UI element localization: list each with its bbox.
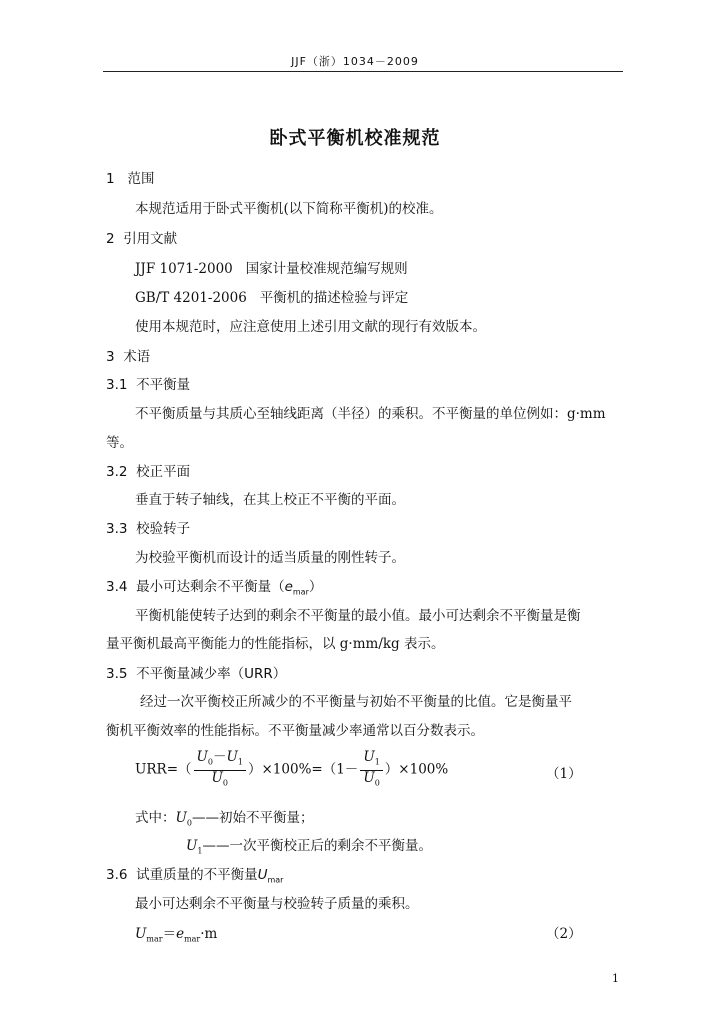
section-number: 3.2 xyxy=(106,464,128,480)
section-3-4-line-1: 平衡机能使转子达到的剩余不平衡量的最小值。最小可达剩余不平衡量是衡 xyxy=(135,608,581,624)
section-number: 2 xyxy=(106,231,115,247)
subscript: 1 xyxy=(237,757,243,767)
reference-note: 使用本规范时，应注意使用上述引用文献的现行有效版本。 xyxy=(135,319,486,335)
section-title: 最小可达剩余不平衡量（ xyxy=(136,579,285,595)
symbol-e: e xyxy=(176,926,185,942)
fraction-1 xyxy=(194,750,246,790)
formula-1 xyxy=(135,750,448,790)
formula-mid: ）×100%=（1－ xyxy=(248,761,359,778)
fraction-denominator xyxy=(360,771,382,791)
minus-sign: － xyxy=(213,749,227,765)
header-rule xyxy=(103,71,623,72)
section-title: 引用文献 xyxy=(123,231,178,247)
section-3-1-line-1: 不平衡质量与其质心至轴线距离（半径）的乘积。不平衡量的单位例如：g·mm xyxy=(135,406,606,422)
formula-end: ）×100% xyxy=(384,761,449,778)
section-3-1-heading xyxy=(106,373,190,393)
fraction-numerator xyxy=(194,750,246,771)
section-title: 试重质量的不平衡量 xyxy=(136,867,258,883)
symbol-u: U xyxy=(226,749,238,765)
fraction-2 xyxy=(360,750,382,790)
equation-number-1: （1） xyxy=(546,766,582,782)
header-code: JJF（浙）1034－2009 xyxy=(291,55,419,68)
section-3-2-heading xyxy=(106,460,190,480)
section-3-6-heading xyxy=(106,863,283,885)
symbol-u: U xyxy=(196,749,208,765)
reference-code: JJF 1071-2000 xyxy=(135,261,233,277)
symbol-u: U xyxy=(257,867,268,883)
section-3-6-text: 最小可达剩余不平衡量与校验转子质量的乘积。 xyxy=(135,896,419,912)
section-number: 3.1 xyxy=(106,377,128,393)
section-3-3-heading xyxy=(106,517,190,537)
subscript: 1 xyxy=(197,846,203,856)
symbol-subscript: mar xyxy=(267,875,284,885)
section-number: 3.4 xyxy=(106,579,128,595)
section-3-3-text: 为校验平衡机而设计的适当质量的刚性转子。 xyxy=(135,550,405,566)
formula-lhs: URR=（ xyxy=(135,761,192,778)
subscript: 0 xyxy=(374,778,380,788)
section-title: 不平衡量减少率（URR） xyxy=(136,666,287,682)
section-3-1-line-2: 等。 xyxy=(106,435,133,451)
subscript: mar xyxy=(184,934,201,944)
symbol-u: U xyxy=(211,769,223,786)
section-3-4-heading xyxy=(106,575,322,597)
fraction-denominator xyxy=(194,771,246,791)
section-1-heading xyxy=(106,167,154,187)
symbol-subscript: mar xyxy=(292,587,309,597)
section-3-5-heading xyxy=(106,662,286,682)
where-line-1 xyxy=(135,806,313,828)
section-title: 术语 xyxy=(123,349,151,365)
section-3-heading xyxy=(106,345,150,365)
reference-title: 国家计量校准规范编写规则 xyxy=(245,261,408,277)
section-title: 校正平面 xyxy=(136,464,191,480)
section-number: 1 xyxy=(106,171,115,187)
section-3-5-line-1: 经过一次平衡校正所减少的不平衡量与初始不平衡量的比值。它是衡量平 xyxy=(140,694,572,710)
subscript: mar xyxy=(146,934,163,944)
document-title: 卧式平衡机校准规范 xyxy=(269,128,441,149)
section-number: 3 xyxy=(106,349,115,365)
subscript: 0 xyxy=(207,757,214,767)
section-3-2-text: 垂直于转子轴线，在其上校正不平衡的平面。 xyxy=(135,492,405,508)
subscript: 0 xyxy=(186,818,192,828)
where-text: ——初始不平衡量； xyxy=(191,810,314,826)
equation-number-2: （2） xyxy=(546,926,582,942)
page-number: 1 xyxy=(612,972,619,985)
section-number: 3.5 xyxy=(106,666,128,682)
formula-2 xyxy=(135,922,217,944)
symbol-u: U xyxy=(175,810,187,826)
title-close: ） xyxy=(308,579,323,595)
symbol-u: U xyxy=(186,838,198,854)
section-1-text: 本规范适用于卧式平衡机(以下简称平衡机)的校准。 xyxy=(135,201,443,217)
section-title: 校验转子 xyxy=(136,521,191,537)
section-2-heading xyxy=(106,227,177,247)
section-title: 不平衡量 xyxy=(136,377,191,393)
symbol-u: U xyxy=(363,769,375,786)
formula-rest: ·m xyxy=(200,926,218,942)
reference-code: GB/T 4201-2006 xyxy=(135,290,247,306)
where-line-2 xyxy=(186,834,432,856)
section-number: 3.6 xyxy=(106,867,128,883)
equals-sign: ＝ xyxy=(162,926,177,942)
where-label: 式中： xyxy=(135,810,176,826)
section-3-4-line-2: 量平衡机最高平衡能力的性能指标，以 g·mm/kg 表示。 xyxy=(106,636,445,652)
fraction-numerator xyxy=(360,750,382,771)
section-number: 3.3 xyxy=(106,521,128,537)
subscript: 1 xyxy=(374,757,380,767)
reference-2 xyxy=(135,286,408,306)
where-text: ——一次平衡校正后的剩余不平衡量。 xyxy=(202,838,432,854)
subscript: 0 xyxy=(222,778,228,788)
section-title: 范围 xyxy=(127,171,155,187)
section-3-5-line-2: 衡机平衡效率的性能指标。不平衡量减少率通常以百分数表示。 xyxy=(106,723,484,739)
symbol-e: e xyxy=(284,579,293,595)
reference-1 xyxy=(135,257,408,277)
symbol-u: U xyxy=(363,749,375,765)
symbol-u: U xyxy=(135,926,147,942)
reference-title: 平衡机的描述检验与评定 xyxy=(259,290,409,306)
